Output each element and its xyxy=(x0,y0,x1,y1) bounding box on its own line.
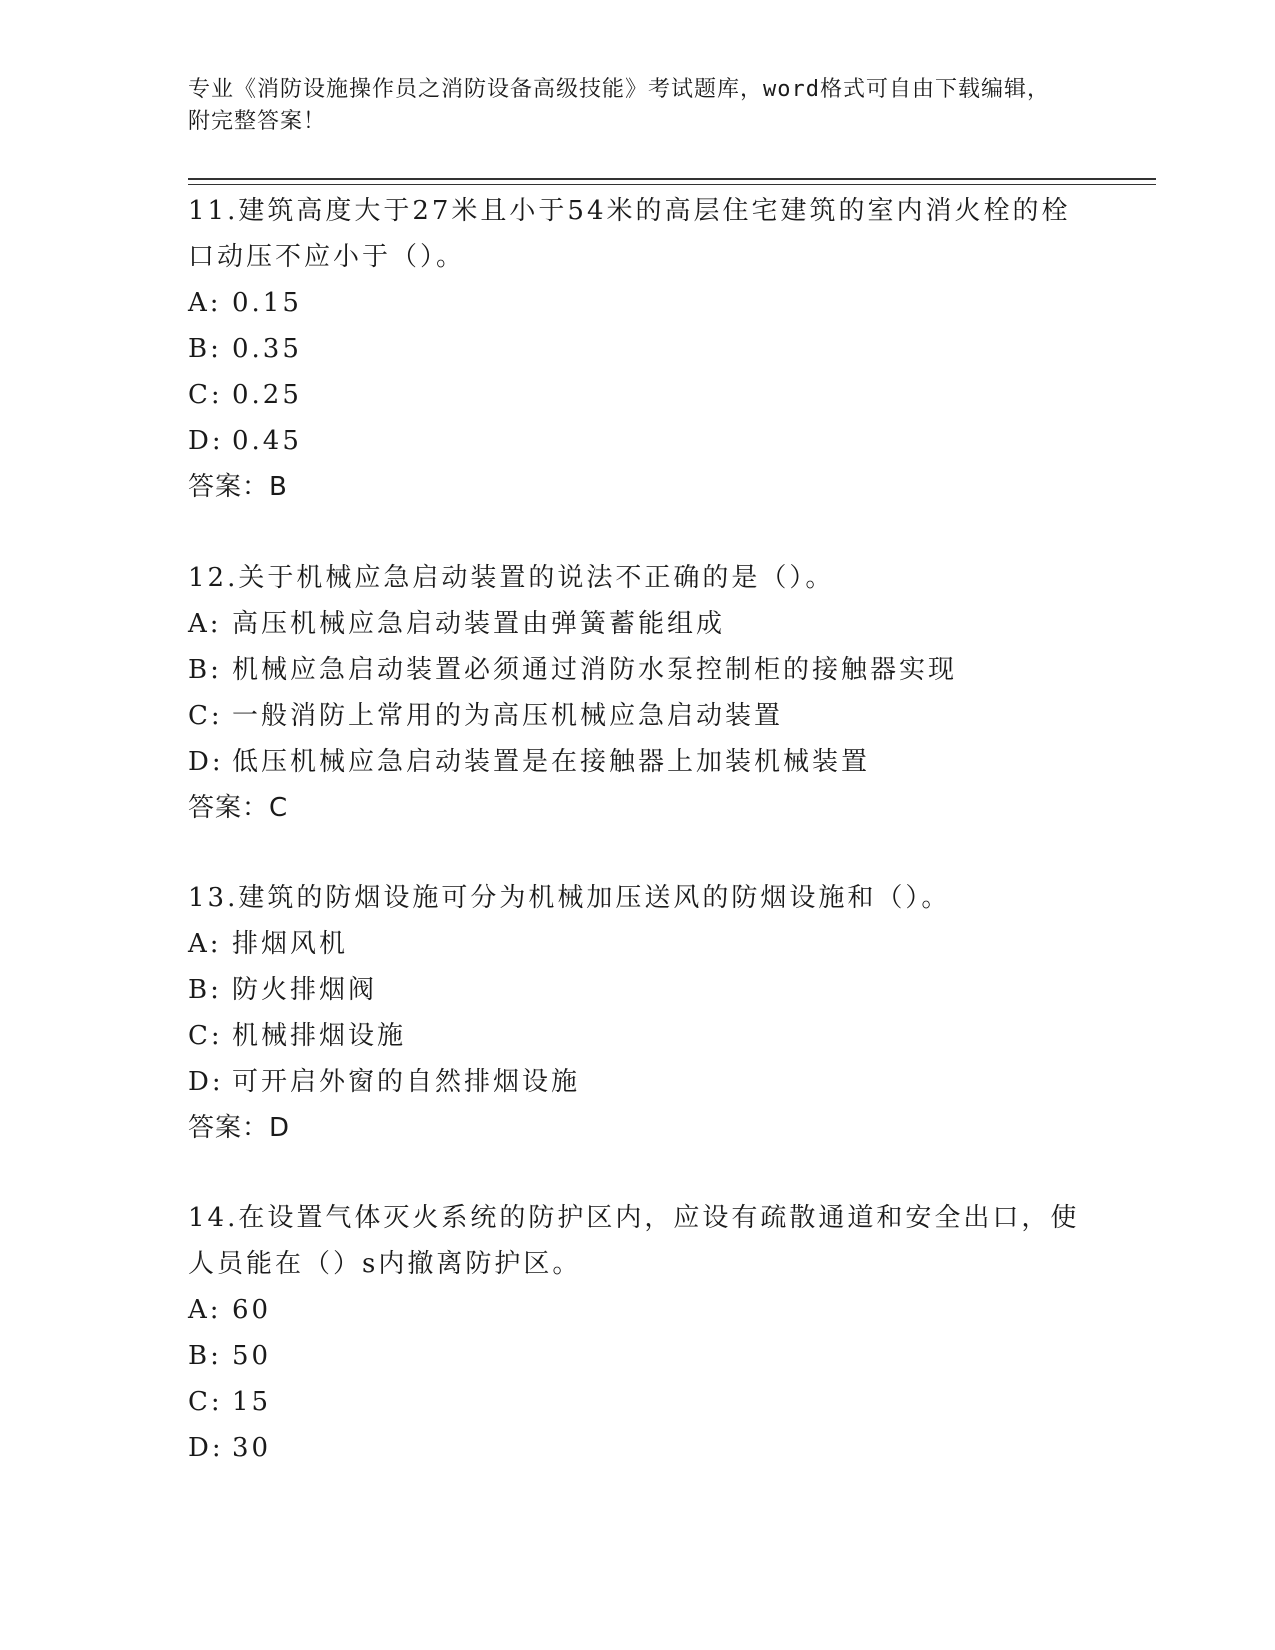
option-c xyxy=(188,1013,1088,1059)
option-b xyxy=(188,326,1088,372)
option-a xyxy=(188,280,1088,326)
option-key: B: xyxy=(188,655,222,685)
answer-line: 答案：B xyxy=(188,472,288,502)
option-text: 低压机械应急启动装置是在接触器上加装机械装置 xyxy=(232,747,871,777)
question-stem: 11.建筑高度大于27米且小于54米的高层住宅建筑的室内消火栓的栓口动压不应小于（）。 xyxy=(188,196,1071,272)
option-key: C: xyxy=(188,1387,223,1417)
option-text: 0.45 xyxy=(232,426,302,456)
option-text: 0.15 xyxy=(232,288,302,318)
option-c xyxy=(188,1379,1088,1425)
option-text: 0.25 xyxy=(232,380,302,410)
option-text: 机械排烟设施 xyxy=(232,1021,407,1051)
answer-line: 答案：D xyxy=(188,1113,291,1143)
option-d xyxy=(188,739,1088,785)
option-key: B: xyxy=(188,334,222,364)
option-b xyxy=(188,1333,1088,1379)
question-12 xyxy=(188,555,1088,831)
question-stem: 13.建筑的防烟设施可分为机械加压送风的防烟设施和（）。 xyxy=(188,883,951,913)
question-11 xyxy=(188,188,1088,510)
option-text: 30 xyxy=(232,1433,272,1463)
option-key: C: xyxy=(188,380,223,410)
option-a xyxy=(188,921,1088,967)
question-14 xyxy=(188,1195,1088,1471)
option-b xyxy=(188,647,1088,693)
answer-line: 答案：C xyxy=(188,793,289,823)
option-key: D: xyxy=(188,747,224,777)
option-c xyxy=(188,372,1088,418)
option-text: 可开启外窗的自然排烟设施 xyxy=(232,1067,581,1097)
option-key: A: xyxy=(188,929,222,959)
option-c xyxy=(188,693,1088,739)
option-key: A: xyxy=(188,1295,222,1325)
option-key: C: xyxy=(188,1021,223,1051)
option-text: 60 xyxy=(232,1295,272,1325)
option-text: 高压机械应急启动装置由弹簧蓄能组成 xyxy=(232,609,726,639)
option-a xyxy=(188,601,1088,647)
option-key: B: xyxy=(188,1341,222,1371)
document-header: 专业《消防设施操作员之消防设备高级技能》考试题库，word格式可自由下载编辑，附完整答案！ xyxy=(188,77,1050,134)
option-key: B: xyxy=(188,975,222,1005)
option-text: 排烟风机 xyxy=(232,929,349,959)
question-stem: 12.关于机械应急启动装置的说法不正确的是（）。 xyxy=(188,563,835,593)
question-13 xyxy=(188,875,1088,1151)
option-d xyxy=(188,418,1088,464)
question-stem: 14.在设置气体灭火系统的防护区内，应设有疏散通道和安全出口，使人员能在（）s内撤离防护区。 xyxy=(188,1203,1080,1279)
option-key: A: xyxy=(188,609,222,639)
option-key: D: xyxy=(188,1433,224,1463)
option-text: 机械应急启动装置必须通过消防水泵控制柜的接触器实现 xyxy=(232,655,958,685)
option-key: C: xyxy=(188,701,223,731)
header-divider-thin xyxy=(188,184,1156,185)
option-text: 防火排烟阀 xyxy=(232,975,378,1005)
option-text: 0.35 xyxy=(232,334,302,364)
option-text: 一般消防上常用的为高压机械应急启动装置 xyxy=(232,701,784,731)
option-key: A: xyxy=(188,288,222,318)
option-key: D: xyxy=(188,1067,224,1097)
option-d xyxy=(188,1425,1088,1471)
option-text: 15 xyxy=(232,1387,272,1417)
option-a xyxy=(188,1287,1088,1333)
header-divider-thick xyxy=(188,178,1156,180)
option-key: D: xyxy=(188,426,224,456)
option-text: 50 xyxy=(232,1341,272,1371)
option-d xyxy=(188,1059,1088,1105)
option-b xyxy=(188,967,1088,1013)
